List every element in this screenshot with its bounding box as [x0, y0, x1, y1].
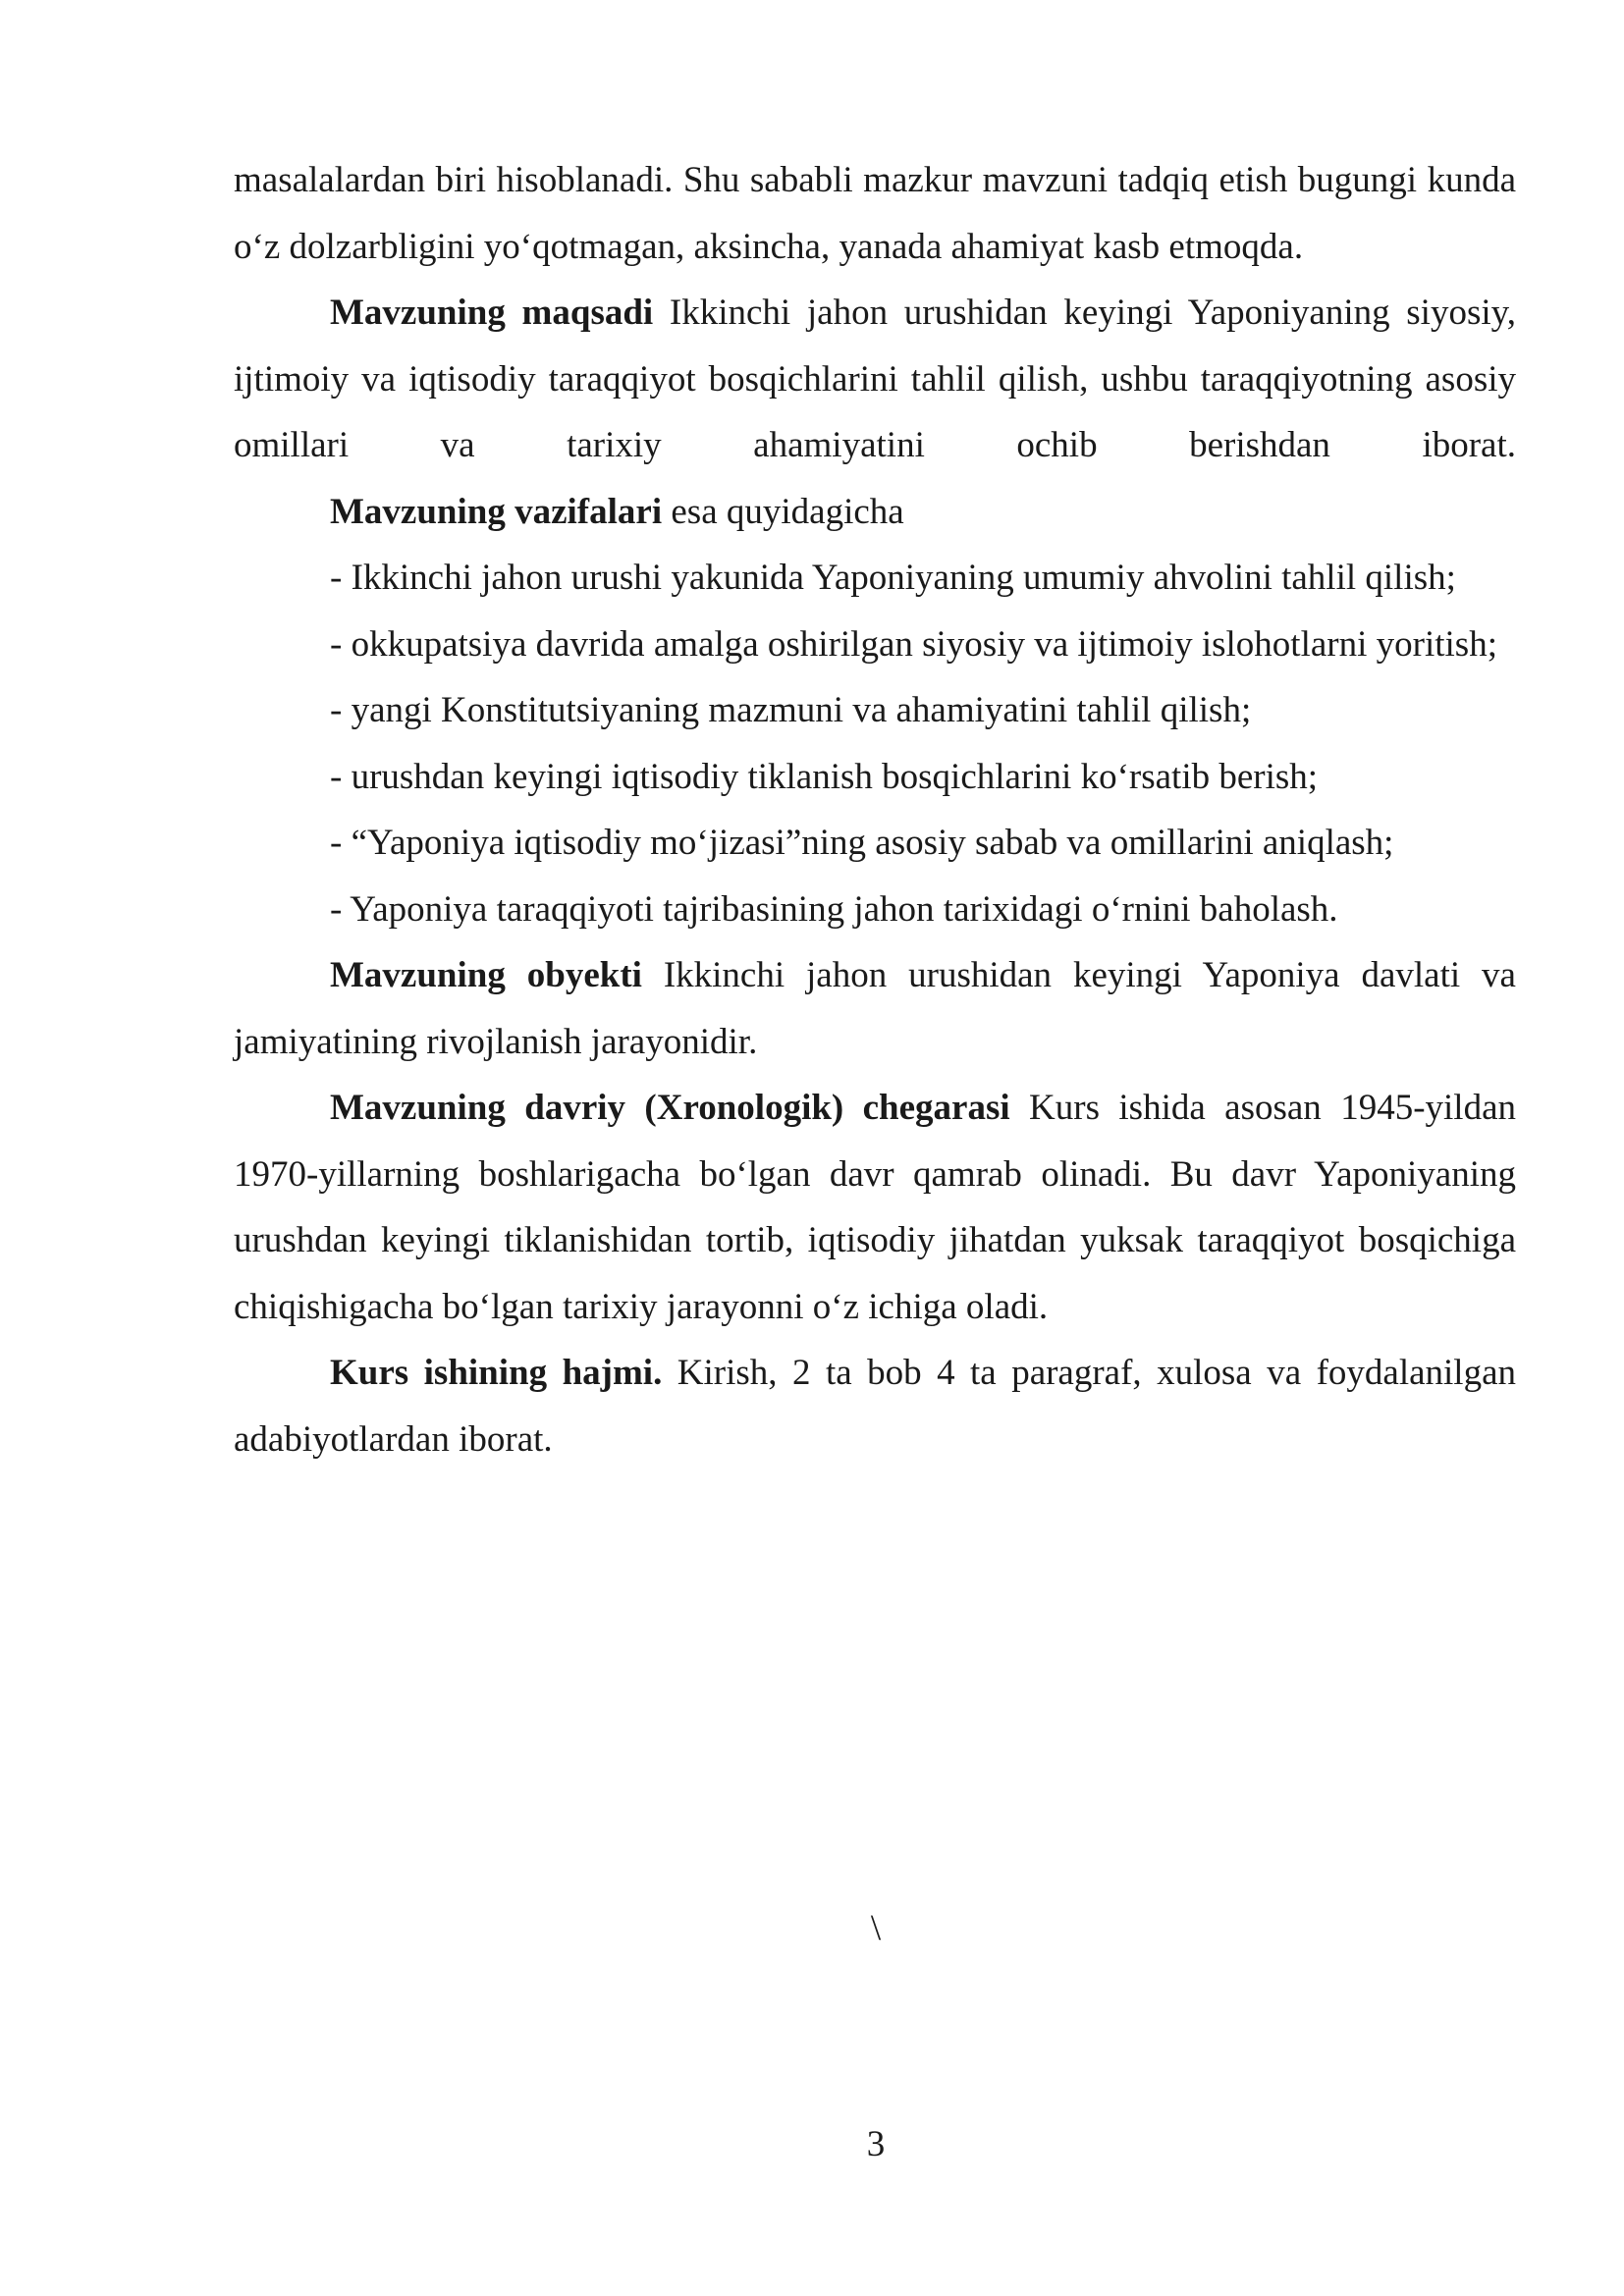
object-label: Mavzuning obyekti [330, 955, 642, 995]
page-body [234, 147, 1516, 1472]
task-item [234, 612, 1516, 678]
task-item [234, 677, 1516, 744]
task-item-text: - Ikkinchi jahon urushi yakunida Yaponiyaning umumiy ahvolini tahlil qilish; [330, 558, 1456, 598]
page-number: 3 [866, 2124, 886, 2164]
object-paragraph [234, 942, 1516, 1075]
task-item [234, 545, 1516, 612]
task-item [234, 877, 1516, 943]
chronology-text: Kurs ishida asosan 1945-yildan 1970-yillarning boshlarigacha bo‘lgan davr qamrab olinadi. Bu davr Yaponiyaning urushdan keyingi tiklanishidan tortib, iqtisodiy jihatdan yuksak taraqqiyot bosqichiga chiqishigacha bo‘lgan tarixiy jarayonni o‘z ichiga oladi. [234, 1088, 1516, 1327]
task-item-text: - yangi Konstitutsiyaning mazmuni va ahamiyatini tahlil qilish; [330, 690, 1252, 730]
goal-label: Mavzuning maqsadi [330, 293, 654, 333]
tasks-paragraph [234, 479, 1516, 546]
task-item-text: - urushdan keyingi iqtisodiy tiklanish bosqichlarini ko‘rsatib berish; [330, 756, 1319, 797]
task-item-text: - Yaponiya taraqqiyoti tajribasining jahon tarixidagi o‘rnini baholash. [330, 888, 1338, 930]
object-text: Ikkinchi jahon urushidan keyingi Yaponiya davlati va jamiyatining rivojlanish jarayonidir. [234, 955, 1516, 1062]
goal-text: Ikkinchi jahon urushidan keyingi Yaponiyaning siyosiy, ijtimoiy va iqtisodiy taraqqiyot bosqichlarini tahlil qilish, ushbu taraqqiyotning asosiy omillari va tarixiy ahamiyatini ochib berishdan iborat. [234, 293, 1516, 465]
stray-backslash-mark: \ [870, 1908, 882, 1949]
goal-paragraph [234, 280, 1516, 479]
volume-text: Kirish, 2 ta bob 4 ta paragraf, xulosa va foydalanilgan adabiyotlardan iborat. [234, 1353, 1516, 1460]
task-item [234, 744, 1516, 811]
intro-paragraph [234, 147, 1516, 280]
task-item-text: - okkupatsiya davrida amalga oshirilgan siyosiy va ijtimoiy islohotlarni yoritish; [330, 623, 1497, 665]
task-item-text: - “Yaponiya iqtisodiy mo‘jizasi”ning asosiy sabab va omillarini aniqlash; [330, 823, 1394, 863]
chronology-paragraph [234, 1075, 1516, 1340]
tasks-label: Mavzuning vazifalari [330, 491, 663, 532]
task-item [234, 810, 1516, 877]
chronology-label: Mavzuning davriy (Xronologik) chegarasi [330, 1088, 1010, 1128]
volume-paragraph [234, 1340, 1516, 1472]
tasks-text: esa quyidagicha [662, 491, 904, 532]
intro-text: masalalardan biri hisoblanadi. Shu sababli mazkur mavzuni tadqiq etish bugungi kunda o‘z dolzarbligini yo‘qotmagan, aksincha, yanada ahamiyat kasb etmoqda. [234, 160, 1516, 267]
volume-label: Kurs ishining hajmi. [330, 1353, 663, 1393]
